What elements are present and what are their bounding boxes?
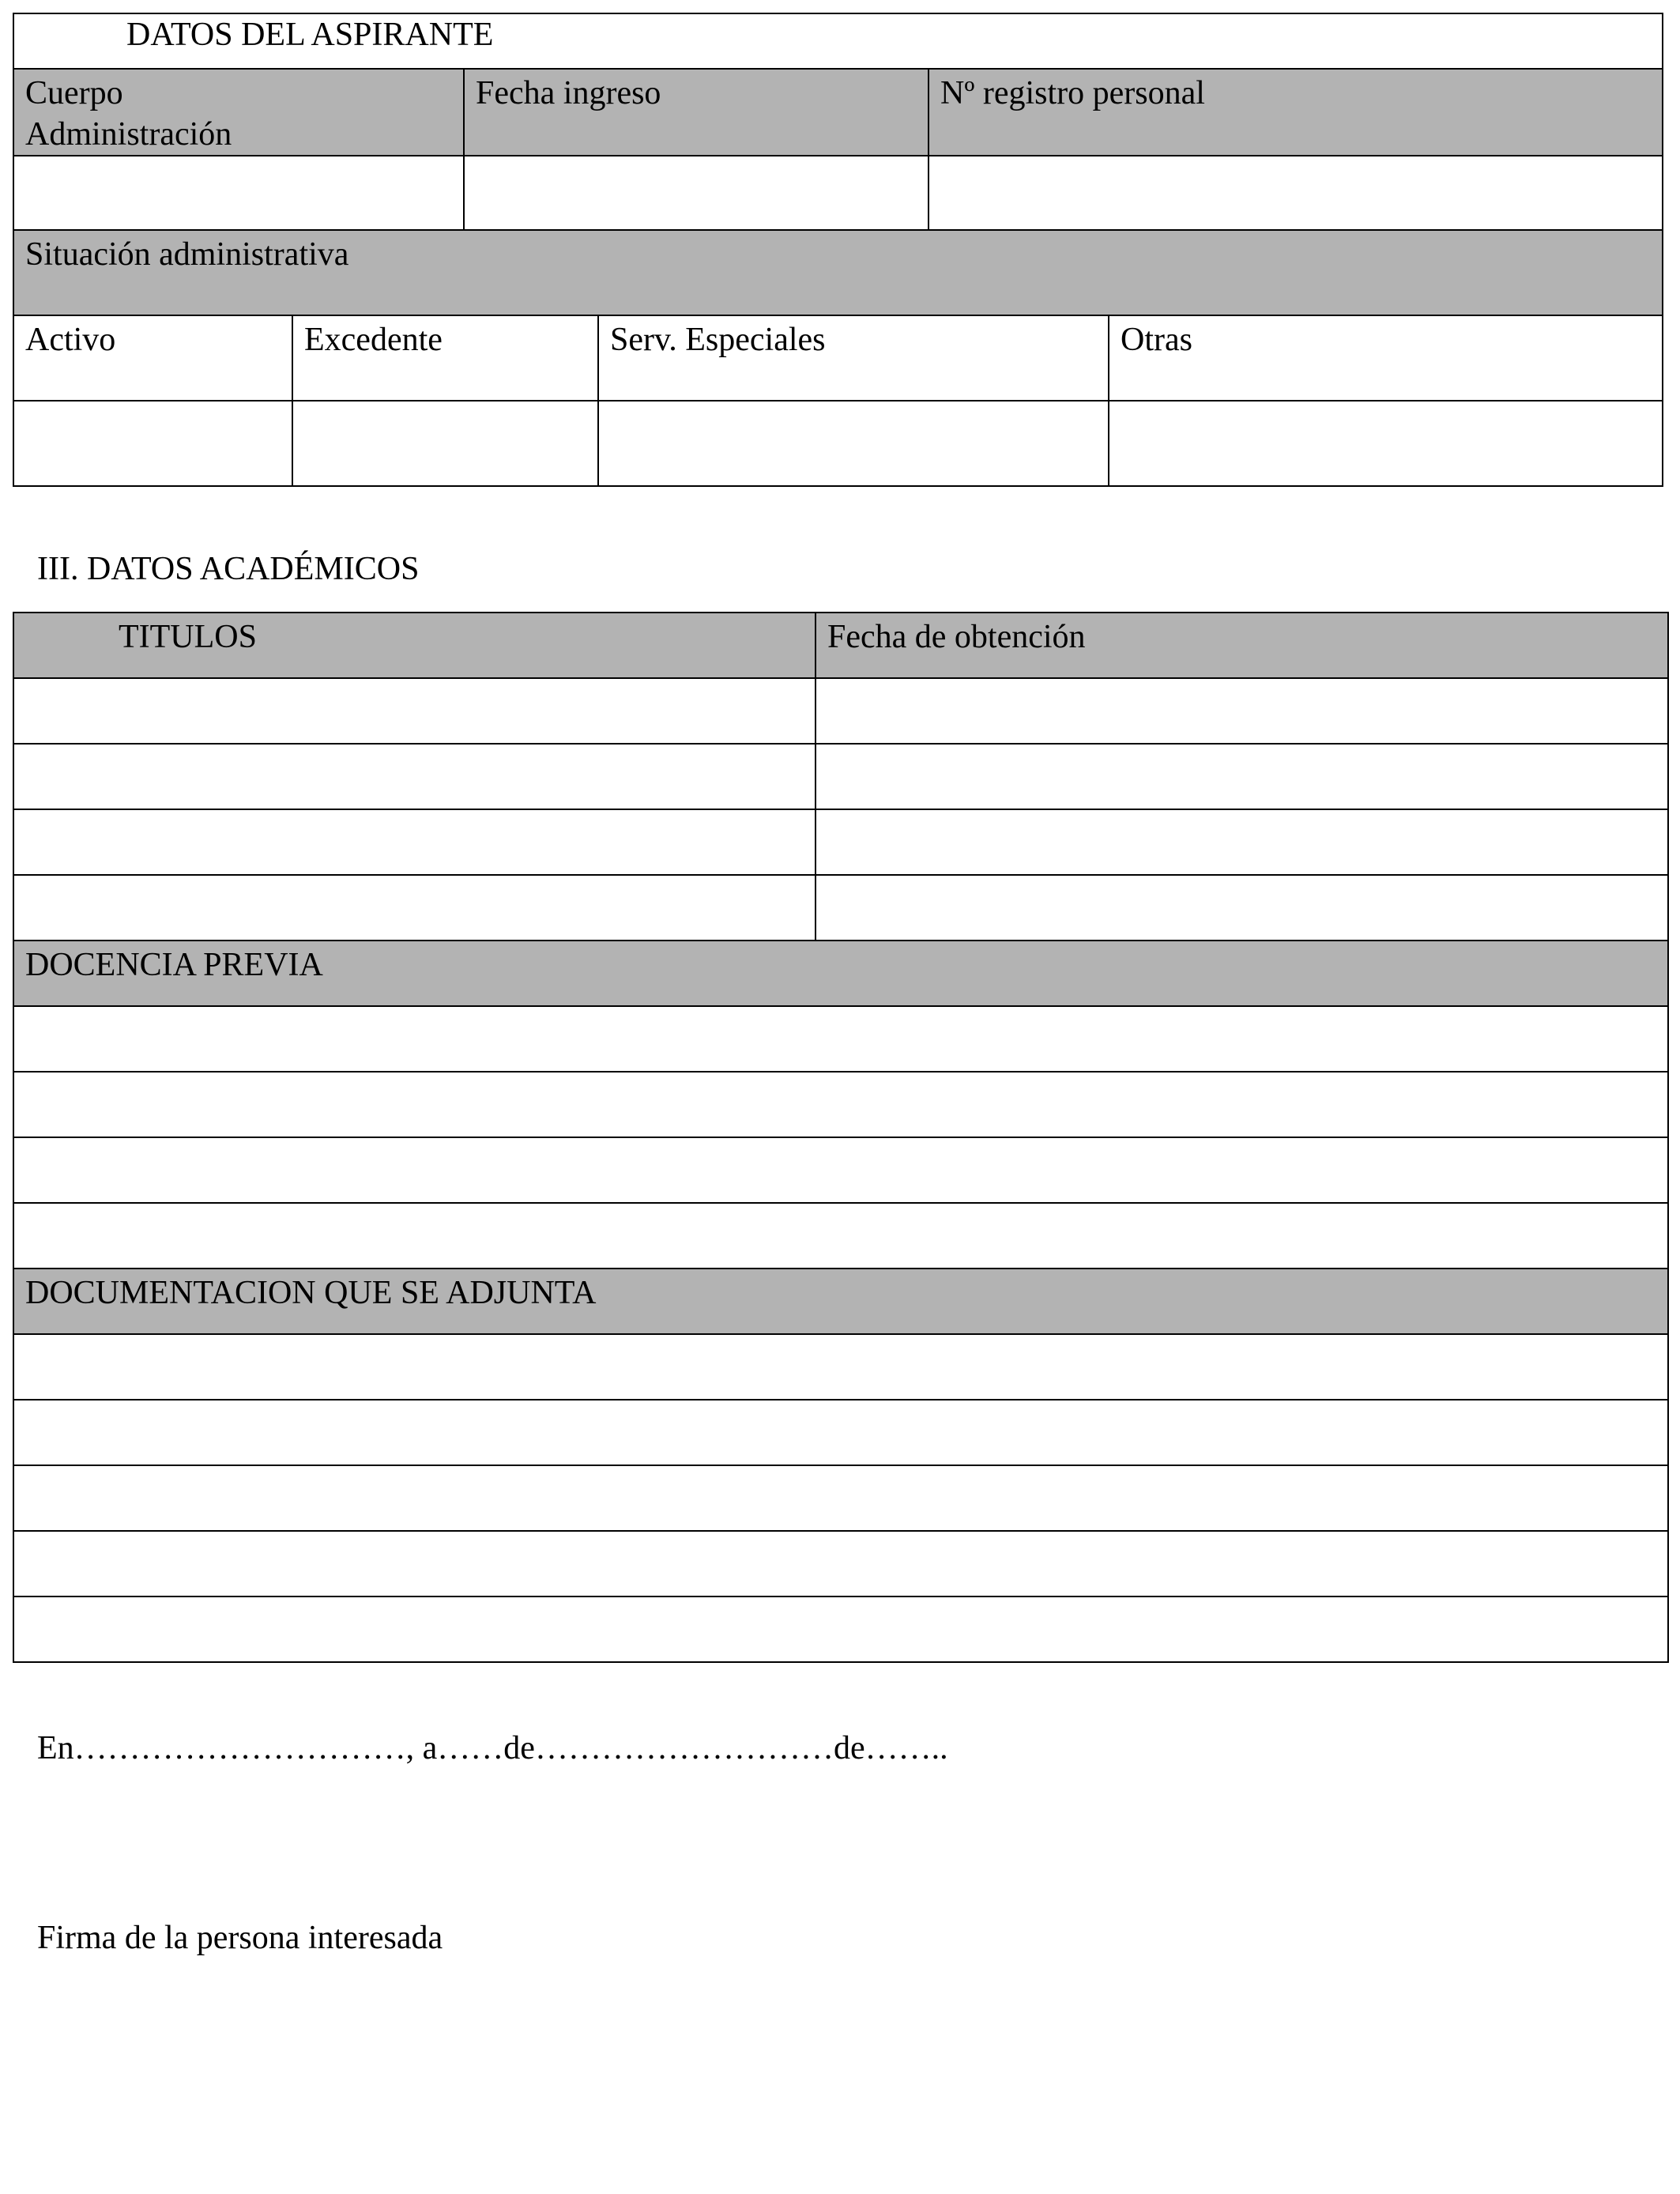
aspirante-table bbox=[13, 13, 1663, 487]
fecha-ingreso-header-cell bbox=[464, 69, 929, 156]
activo-label: Activo bbox=[25, 322, 116, 358]
aspirante-title-cell bbox=[13, 13, 1663, 69]
academicos-section-title: III. DATOS ACADÉMICOS bbox=[37, 551, 420, 587]
academicos-table bbox=[13, 612, 1669, 1663]
docencia-header-cell bbox=[13, 941, 1668, 1006]
cuerpo-header-cell bbox=[13, 69, 464, 156]
docencia-input-row[interactable] bbox=[13, 1137, 1668, 1203]
cuerpo-label: Cuerpo Administración bbox=[25, 75, 232, 153]
serv-especiales-label: Serv. Especiales bbox=[610, 322, 826, 358]
aspirante-title: DATOS DEL ASPIRANTE bbox=[126, 17, 494, 53]
docencia-label: DOCENCIA PREVIA bbox=[25, 947, 323, 983]
fecha-obtencion-input-cell[interactable] bbox=[816, 678, 1668, 744]
titulo-input-cell[interactable] bbox=[13, 875, 816, 941]
otras-label: Otras bbox=[1121, 322, 1192, 358]
titulos-header-cell bbox=[13, 613, 816, 678]
fecha-obtencion-input-cell[interactable] bbox=[816, 744, 1668, 809]
activo-header-cell bbox=[13, 315, 292, 401]
docencia-input-row[interactable] bbox=[13, 1006, 1668, 1072]
documentacion-input-row[interactable] bbox=[13, 1400, 1668, 1465]
titulo-input-cell[interactable] bbox=[13, 809, 816, 875]
place-date-line: En…………………………, a……de………………………de…….. bbox=[37, 1730, 948, 1766]
cuerpo-input-cell[interactable] bbox=[13, 156, 464, 230]
serv-especiales-header-cell bbox=[598, 315, 1109, 401]
situacion-header-cell bbox=[13, 230, 1663, 315]
otras-input-cell[interactable] bbox=[1109, 401, 1663, 486]
activo-input-cell[interactable] bbox=[13, 401, 292, 486]
excedente-input-cell[interactable] bbox=[292, 401, 598, 486]
titulos-label: TITULOS bbox=[119, 619, 257, 655]
documentacion-header-cell bbox=[13, 1269, 1668, 1334]
excedente-header-cell bbox=[292, 315, 598, 401]
documentacion-input-row[interactable] bbox=[13, 1465, 1668, 1531]
docencia-input-row[interactable] bbox=[13, 1072, 1668, 1137]
serv-especiales-input-cell[interactable] bbox=[598, 401, 1109, 486]
excedente-label: Excedente bbox=[304, 322, 443, 358]
documentacion-label: DOCUMENTACION QUE SE ADJUNTA bbox=[25, 1275, 597, 1311]
situacion-label: Situación administrativa bbox=[25, 236, 349, 273]
fecha-obtencion-header-cell bbox=[816, 613, 1668, 678]
fecha-ingreso-input-cell[interactable] bbox=[464, 156, 929, 230]
fecha-obtencion-input-cell[interactable] bbox=[816, 809, 1668, 875]
fecha-obtencion-label: Fecha de obtención bbox=[827, 619, 1086, 655]
fecha-ingreso-label: Fecha ingreso bbox=[476, 75, 661, 111]
docencia-input-row[interactable] bbox=[13, 1203, 1668, 1269]
titulo-input-cell[interactable] bbox=[13, 744, 816, 809]
registro-input-cell[interactable] bbox=[929, 156, 1663, 230]
registro-label: Nº registro personal bbox=[940, 75, 1205, 111]
documentacion-input-row[interactable] bbox=[13, 1334, 1668, 1400]
documentacion-input-row[interactable] bbox=[13, 1531, 1668, 1596]
signature-label: Firma de la persona interesada bbox=[37, 1920, 443, 1956]
documentacion-input-row[interactable] bbox=[13, 1596, 1668, 1662]
registro-header-cell bbox=[929, 69, 1663, 156]
fecha-obtencion-input-cell[interactable] bbox=[816, 875, 1668, 941]
otras-header-cell bbox=[1109, 315, 1663, 401]
titulo-input-cell[interactable] bbox=[13, 678, 816, 744]
